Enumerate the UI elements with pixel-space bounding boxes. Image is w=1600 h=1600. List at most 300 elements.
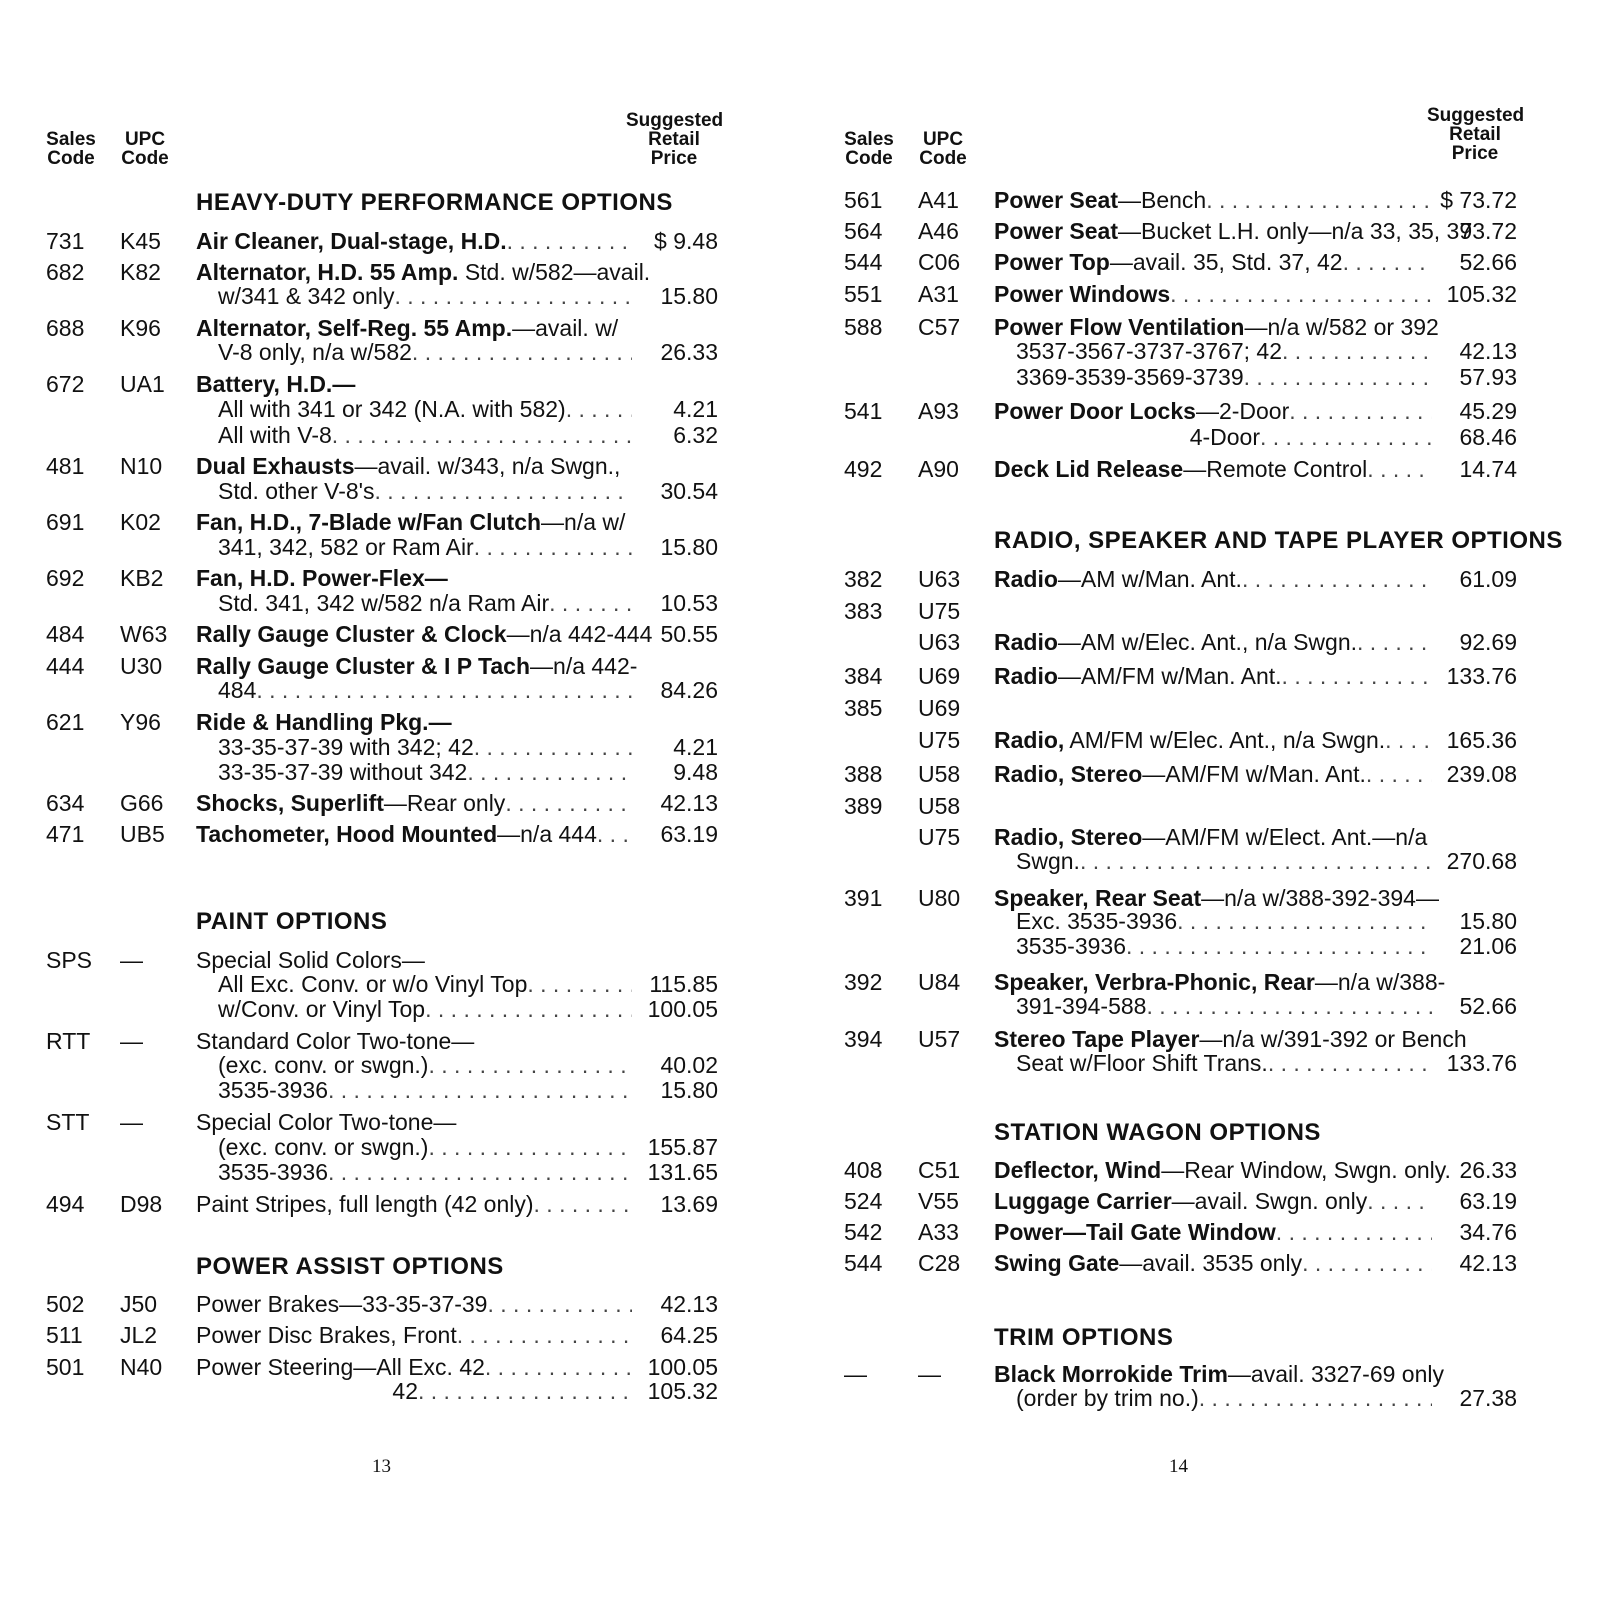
upc-code: — (120, 1109, 143, 1135)
option-description (196, 228, 632, 255)
upc-code: U75 (918, 727, 961, 753)
option-name: Rally Gauge Cluster & I P Tach (196, 653, 531, 679)
price: 10.53 (660, 590, 718, 616)
option-description (1016, 364, 1432, 391)
price: 15.80 (660, 283, 718, 309)
price: 42.13 (1459, 1250, 1517, 1276)
page-number: 13 (372, 1456, 391, 1477)
sales-code: 691 (46, 509, 85, 535)
price: 165.36 (1446, 727, 1517, 753)
option-name: Power Door Locks (994, 398, 1196, 424)
option-name: Radio (994, 629, 1058, 655)
option-name: Shocks, Superlift (196, 790, 384, 816)
option-detail: 391-394-588 (1016, 993, 1147, 1019)
option-detail: V-8 only, n/a w/582 (218, 339, 412, 365)
price: 73.72 (1459, 218, 1517, 244)
dot-leader (1080, 848, 1432, 875)
sales-code: 408 (844, 1157, 883, 1183)
option-description (994, 761, 1432, 788)
option-description (994, 456, 1432, 483)
option-description (218, 734, 632, 761)
option-description (994, 314, 1439, 341)
dot-leader (418, 1378, 632, 1405)
price: 27.38 (1459, 1385, 1517, 1411)
upc-code: U69 (918, 663, 961, 689)
price: 100.05 (647, 1354, 718, 1380)
option-detail: —avail. w/ (512, 315, 619, 341)
option-detail: 33-35-37-39 without 342 (218, 759, 468, 785)
option-detail: Power Steering—All Exc. 42 (196, 1354, 485, 1380)
option-detail: —AM w/Man. Ant. (1057, 566, 1242, 592)
sales-code: 544 (844, 249, 883, 275)
option-description (218, 422, 632, 449)
price: 14.74 (1459, 456, 1517, 482)
option-name: Stereo Tape Player (994, 1026, 1200, 1052)
option-description (1016, 933, 1432, 960)
option-description (218, 971, 632, 998)
price: 42.13 (660, 1291, 718, 1317)
option-name: Radio (994, 663, 1058, 689)
option-description (994, 187, 1432, 214)
sales-code: 542 (844, 1219, 883, 1245)
option-description (994, 1250, 1432, 1277)
price: 30.54 (660, 478, 718, 504)
dot-leader (534, 1191, 632, 1218)
dot-leader (1357, 629, 1432, 656)
sales-code: 511 (46, 1322, 83, 1348)
dot-leader (412, 339, 632, 366)
option-description (994, 727, 1432, 754)
section-title: STATION WAGON OPTIONS (994, 1119, 1321, 1146)
option-name: Power Seat (994, 187, 1118, 213)
dot-leader (1126, 933, 1432, 960)
price: 64.25 (660, 1322, 718, 1348)
sales-code: 688 (46, 315, 85, 341)
option-detail: Power Brakes—33-35-37-39 (196, 1291, 488, 1317)
upc-code: A90 (918, 456, 959, 482)
dot-leader (328, 1159, 632, 1186)
page-14 (800, 0, 1600, 1600)
dot-leader (597, 821, 632, 848)
upc-code-header (120, 130, 170, 168)
sales-code: 524 (844, 1188, 883, 1214)
dot-leader (527, 971, 632, 998)
option-name: Black Morrokide Trim (994, 1361, 1228, 1387)
option-name: Radio, (994, 727, 1065, 753)
option-description (196, 453, 620, 480)
option-description (994, 398, 1432, 425)
price-header-line: Price (1451, 143, 1499, 164)
price-header (1427, 106, 1523, 163)
price: 68.46 (1459, 424, 1517, 450)
option-detail: —AM/FM w/Man. Ant. (1057, 663, 1282, 689)
option-description (1016, 848, 1432, 875)
option-detail: —avail. Swgn. only (1171, 1188, 1368, 1214)
dot-leader (507, 228, 632, 255)
option-description (994, 1219, 1432, 1246)
option-detail: —AM/FM w/Man. Ant. (1142, 761, 1366, 787)
upc-code-header-line: UPC (922, 129, 964, 150)
option-detail: —avail. 3535 only (1119, 1250, 1303, 1276)
upc-code: UB5 (120, 821, 165, 847)
upc-code: U75 (918, 598, 961, 624)
price: 40.02 (660, 1052, 718, 1078)
sales-code: 383 (844, 598, 883, 624)
sales-code: 692 (46, 565, 85, 591)
price: 105.32 (647, 1378, 718, 1404)
option-description (196, 1378, 632, 1405)
option-detail: (exc. conv. or swgn.) (218, 1134, 429, 1160)
price: 52.66 (1459, 249, 1517, 275)
sales-code: 544 (844, 1250, 883, 1276)
dot-leader (375, 478, 632, 505)
option-detail: All with V-8 (218, 422, 332, 448)
price: 4.21 (673, 396, 718, 422)
sales-code: 682 (46, 259, 85, 285)
dot-leader (485, 1354, 632, 1381)
sales-code-header-line: Code (47, 148, 95, 169)
upc-code: A33 (918, 1219, 959, 1245)
dot-leader (474, 534, 632, 561)
upc-code: V55 (918, 1188, 959, 1214)
option-detail: —avail. 35, Std. 37, 42 (1109, 249, 1343, 275)
price: 15.80 (1459, 908, 1517, 934)
option-detail: w/341 & 342 only (218, 283, 395, 309)
option-detail: (order by trim no.) (1016, 1385, 1199, 1411)
sales-code-header-line: Sales (46, 129, 96, 150)
option-detail: All Exc. Conv. or w/o Vinyl Top (218, 971, 528, 997)
section-title: PAINT OPTIONS (196, 908, 388, 935)
price: 133.76 (1446, 663, 1517, 689)
price: 131.65 (647, 1159, 718, 1185)
option-detail: —avail. 3327-69 only (1227, 1361, 1444, 1387)
price-header-line: Price (650, 148, 698, 169)
option-description (218, 996, 632, 1023)
price: $ 9.48 (654, 228, 718, 254)
price: 26.33 (660, 339, 718, 365)
sales-code: 484 (46, 621, 85, 647)
price: 105.32 (1446, 281, 1517, 307)
upc-code: J50 (120, 1291, 158, 1317)
option-detail: —2-Door (1195, 398, 1290, 424)
sales-code: 494 (46, 1191, 85, 1217)
dot-leader (256, 677, 632, 704)
price: 52.66 (1459, 993, 1517, 1019)
option-description (196, 1322, 632, 1349)
price: 239.08 (1446, 761, 1517, 787)
dot-leader (394, 283, 632, 310)
sales-code: 385 (844, 695, 883, 721)
option-name: Speaker, Verbra-Phonic, Rear (994, 969, 1315, 995)
option-detail: —Rear Window, Swgn. only. (1161, 1157, 1451, 1183)
upc-code: A46 (918, 218, 959, 244)
option-description (994, 281, 1432, 308)
sales-code: 621 (46, 709, 85, 735)
option-detail: Swgn. (1016, 848, 1080, 874)
option-name: Alternator, Self-Reg. 55 Amp. (196, 315, 513, 341)
upc-code: C06 (918, 249, 961, 275)
dot-leader (549, 590, 632, 617)
option-description (218, 1134, 632, 1161)
price-header (626, 111, 722, 168)
upc-code: C57 (918, 314, 961, 340)
option-name: Radio, Stereo (994, 761, 1143, 787)
section-title: TRIM OPTIONS (994, 1324, 1174, 1351)
sales-code: 391 (844, 885, 883, 911)
upc-code: — (120, 947, 143, 973)
option-detail: Std. other V-8's (218, 478, 375, 504)
sales-code: 382 (844, 566, 883, 592)
sales-code: 384 (844, 663, 883, 689)
option-detail: —n/a w/388- (1314, 969, 1446, 995)
option-detail: —n/a w/ (541, 509, 626, 535)
option-name: Rally Gauge Cluster & Clock (196, 621, 507, 647)
price: 61.09 (1459, 566, 1517, 592)
option-description (1016, 338, 1432, 365)
upc-code: W63 (120, 621, 168, 647)
price: 45.29 (1459, 398, 1517, 424)
option-detail: —Remote Control (1183, 456, 1368, 482)
upc-code: U84 (918, 969, 961, 995)
option-detail: Standard Color Two-tone— (196, 1028, 475, 1054)
option-detail: 42 (392, 1378, 418, 1404)
sales-code: 394 (844, 1026, 883, 1052)
upc-code: U58 (918, 793, 961, 819)
price: 42.13 (660, 790, 718, 816)
section-title: HEAVY-DUTY PERFORMANCE OPTIONS (196, 189, 673, 216)
option-detail: w/Conv. or Vinyl Top (218, 996, 426, 1022)
page-number: 14 (1169, 1456, 1188, 1477)
option-description (196, 1028, 474, 1055)
sales-code: 392 (844, 969, 883, 995)
upc-code: UA1 (120, 371, 165, 397)
option-detail: —n/a 442- (530, 653, 638, 679)
option-name: Dual Exhausts (196, 453, 355, 479)
dot-leader (1244, 364, 1432, 391)
sales-code: 588 (844, 314, 883, 340)
option-detail: Seat w/Floor Shift Trans. (1016, 1050, 1268, 1076)
dot-leader (457, 1322, 632, 1349)
dot-leader (1289, 398, 1432, 425)
sales-code: — (844, 1361, 867, 1387)
dot-leader (1282, 663, 1432, 690)
option-name: Radio, Stereo (994, 824, 1143, 850)
option-detail: —n/a 444 (497, 821, 597, 847)
dot-leader (1367, 1188, 1432, 1215)
upc-code: — (120, 1028, 143, 1054)
price: 57.93 (1459, 364, 1517, 390)
upc-code: U63 (918, 566, 961, 592)
upc-code: K82 (120, 259, 161, 285)
option-description (218, 1159, 632, 1186)
option-description (218, 1052, 632, 1079)
upc-code: U30 (120, 653, 163, 679)
option-detail: 3537-3567-3737-3767; 42 (1016, 338, 1283, 364)
dot-leader (1170, 281, 1432, 308)
upc-code: C28 (918, 1250, 961, 1276)
upc-code: K96 (120, 315, 161, 341)
dot-leader (1282, 338, 1432, 365)
option-detail: Special Solid Colors— (196, 947, 425, 973)
option-detail: —AM/FM w/Elect. Ant.—n/a (1142, 824, 1428, 850)
sales-code-header-line: Code (845, 148, 893, 169)
upc-code: K02 (120, 509, 161, 535)
option-name: Power Flow Ventilation (994, 314, 1245, 340)
price: $ 73.72 (1440, 187, 1517, 213)
option-description (994, 663, 1432, 690)
upc-code-header-line: Code (919, 148, 967, 169)
dot-leader (1177, 908, 1432, 935)
option-description (196, 1191, 632, 1218)
option-detail: 3369-3539-3569-3739 (1016, 364, 1244, 390)
dot-leader (1206, 187, 1432, 214)
option-description (218, 396, 632, 423)
upc-code-header (918, 130, 968, 168)
option-description (196, 821, 632, 848)
option-detail: Std. w/582—avail. (458, 259, 651, 285)
option-description (994, 1188, 1432, 1215)
upc-code: A31 (918, 281, 959, 307)
option-detail: —Rear only (383, 790, 506, 816)
price: 155.87 (647, 1134, 718, 1160)
option-name: Deflector, Wind (994, 1157, 1162, 1183)
option-description (218, 478, 632, 505)
sales-code: 389 (844, 793, 883, 819)
upc-code: K45 (120, 228, 161, 254)
option-description (994, 424, 1432, 451)
price-header-line: Suggested (626, 110, 724, 131)
option-description (994, 249, 1432, 276)
upc-code: U58 (918, 761, 961, 787)
option-detail: 4-Door (1189, 424, 1260, 450)
option-detail: Paint Stripes, full length (42 only) (196, 1191, 534, 1217)
section-title: POWER ASSIST OPTIONS (196, 1253, 504, 1280)
upc-code: N10 (120, 453, 163, 479)
upc-code: U63 (918, 629, 961, 655)
upc-code: JL2 (120, 1322, 158, 1348)
option-detail: 341, 342, 582 or Ram Air (218, 534, 474, 560)
sales-code: STT (46, 1109, 90, 1135)
option-name: Tachometer, Hood Mounted (196, 821, 498, 847)
sales-code: 444 (46, 653, 85, 679)
option-description (218, 534, 632, 561)
option-detail: Power Disc Brakes, Front (196, 1322, 457, 1348)
option-description (994, 566, 1432, 593)
price: 9.48 (673, 759, 718, 785)
option-name: Ride & Handling Pkg.— (196, 709, 452, 735)
option-detail: —Bench (1118, 187, 1207, 213)
sales-code: 471 (46, 821, 85, 847)
option-detail: (exc. conv. or swgn.) (218, 1052, 429, 1078)
dot-leader (474, 734, 632, 761)
option-description (196, 1354, 632, 1381)
price: 63.19 (1459, 1188, 1517, 1214)
price: 15.80 (660, 1077, 718, 1103)
option-description (196, 709, 452, 736)
option-detail: —avail. w/343, n/a Swgn., (354, 453, 621, 479)
upc-code: A93 (918, 398, 959, 424)
option-detail: 484 (218, 677, 257, 703)
price: 13.69 (660, 1191, 718, 1217)
upc-code: Y96 (120, 709, 161, 735)
sales-code: 388 (844, 761, 883, 787)
option-detail: Special Color Two-tone— (196, 1109, 457, 1135)
sales-code: RTT (46, 1028, 91, 1054)
option-description (218, 283, 632, 310)
dot-leader (1302, 1250, 1432, 1277)
option-detail: 3535-3936 (218, 1159, 328, 1185)
price: 15.80 (660, 534, 718, 560)
price: 84.26 (660, 677, 718, 703)
option-detail: AM/FM w/Elec. Ant., n/a Swgn. (1064, 727, 1386, 753)
option-detail: —n/a w/388-392-394— (1201, 885, 1439, 911)
option-description (1016, 1050, 1432, 1077)
option-description (196, 653, 637, 680)
dot-leader (1146, 993, 1432, 1020)
upc-code: N40 (120, 1354, 163, 1380)
dot-leader (467, 759, 632, 786)
dot-leader (566, 396, 632, 423)
option-description (1016, 908, 1432, 935)
sales-code-header (46, 130, 96, 168)
price: 21.06 (1459, 933, 1517, 959)
upc-code: U57 (918, 1026, 961, 1052)
option-name: Power Windows (994, 281, 1171, 307)
upc-code: A41 (918, 187, 959, 213)
option-description (994, 1361, 1444, 1388)
option-name: Fan, H.D., 7-Blade w/Fan Clutch (196, 509, 542, 535)
option-detail: —n/a w/391-392 or Bench (1199, 1026, 1467, 1052)
upc-code: G66 (120, 790, 164, 816)
upc-code: — (918, 1361, 941, 1387)
price: 100.05 (647, 996, 718, 1022)
upc-code: U69 (918, 695, 961, 721)
option-detail: 3535-3936 (1016, 933, 1126, 959)
option-name: Alternator, H.D. 55 Amp. (196, 259, 459, 285)
option-description (218, 1077, 632, 1104)
dot-leader (1343, 249, 1432, 276)
dot-leader (1367, 456, 1432, 483)
dot-leader (332, 422, 632, 449)
dot-leader (425, 996, 632, 1023)
sales-code: 502 (46, 1291, 85, 1317)
option-detail: —n/a 442-444 (506, 621, 653, 647)
sales-code: 564 (844, 218, 883, 244)
sales-code: 672 (46, 371, 85, 397)
upc-code: U80 (918, 885, 961, 911)
option-description (196, 509, 625, 536)
sales-code: SPS (46, 947, 93, 973)
price: 63.19 (660, 821, 718, 847)
option-description (994, 1157, 1451, 1184)
price: 115.85 (649, 971, 718, 997)
price: 270.68 (1446, 848, 1517, 874)
option-name: Deck Lid Release (994, 456, 1184, 482)
upc-code: U75 (918, 824, 961, 850)
dot-leader (1276, 1219, 1432, 1246)
sales-code: 501 (46, 1354, 85, 1380)
option-description (994, 218, 1472, 245)
price: 26.33 (1459, 1157, 1517, 1183)
option-detail: —AM w/Elec. Ant., n/a Swgn. (1057, 629, 1358, 655)
sales-code-header-line: Sales (844, 129, 894, 150)
price-header-line: Retail (1449, 124, 1501, 145)
option-detail: —Bucket L.H. only—n/a 33, 35, 39 (1118, 218, 1473, 244)
option-description (196, 621, 652, 648)
option-description (218, 590, 632, 617)
option-detail: Std. 341, 342 w/582 n/a Ram Air (218, 590, 550, 616)
sales-code: 492 (844, 456, 883, 482)
